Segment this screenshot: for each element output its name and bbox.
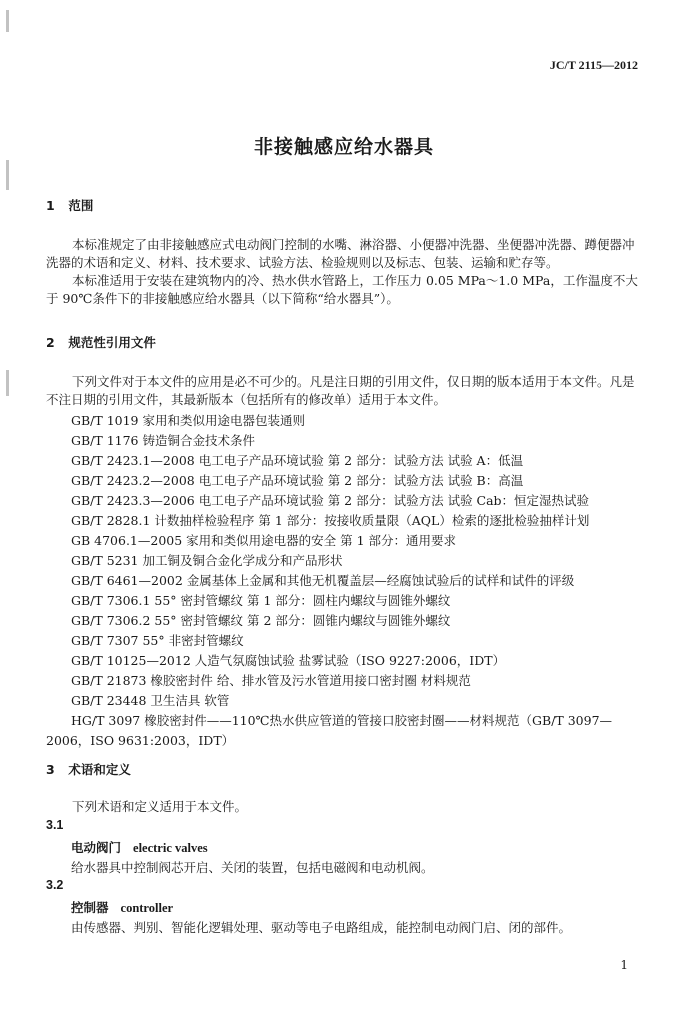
term-en: electric valves [133,841,208,855]
reference-item: GB 4706.1—2005 家用和类似用途电器的安全 第 1 部分：通用要求 [71,533,457,548]
section-number: 3 [46,762,55,777]
paragraph: 下列术语和定义适用于本文件。 [72,799,248,814]
reference-item: GB/T 2828.1 计数抽样检验程序 第 1 部分：按接收质量限（AQL）检索的逐批检验抽样计划 [71,513,590,528]
reference-item: GB/T 6461—2002 金属基体上金属和其他无机覆盖层—经腐蚀试验后的试样和试件的评级 [71,573,575,588]
term-en: controller [120,901,174,915]
document-title: 非接触感应给水器具 [253,136,434,158]
term-zh: 电动阀门 [71,840,122,855]
section-heading [46,760,131,778]
reference-item: HG/T 3097 橡胶密封件——110℃热水供应管道的管接口胶密封圈——材料规范（GB/T 3097— [71,713,613,728]
paragraph: 本标准适用于安装在建筑物内的冷、热水供水管路上，工作压力 0.05 MPa～1.0 MPa，工作温度不大于 90℃条件下的非接触感应给水器具（以下简称“给水器具”）。 [46,273,638,306]
standard-code: JC/T 2115—2012 [549,58,638,72]
reference-item: GB/T 2423.1—2008 电工电子产品环境试验 第 2 部分：试验方法 试验 A：低温 [71,453,524,468]
reference-item: GB/T 10125—2012 人造气氛腐蚀试验 盐雾试验（ISO 9227:2006，IDT） [71,653,506,668]
term-number: 3.2 [46,878,64,892]
section-title: 范围 [68,198,94,213]
reference-item: GB/T 21873 橡胶密封件 给、排水管及污水管道用接口密封圈 材料规范 [71,673,471,688]
term-title [71,898,173,916]
reference-item: GB/T 5231 加工铜及铜合金化学成分和产品形状 [71,553,343,568]
reference-item: GB/T 7306.1 55° 密封管螺纹 第 1 部分：圆柱内螺纹与圆锥外螺纹 [71,593,451,608]
term-definition: 由传感器、判别、智能化逻辑处理、驱动等电子电路组成，能控制电动阀门启、闭的部件。 [71,920,572,935]
section-title: 规范性引用文件 [68,335,156,350]
reference-item: GB/T 2423.2—2008 电工电子产品环境试验 第 2 部分：试验方法 试验 B：高温 [71,473,524,488]
section-number: 1 [46,198,55,213]
section-heading [46,333,156,351]
term-definition: 给水器具中控制阀芯开启、关闭的装置，包括电磁阀和电动机阀。 [71,860,434,875]
scan-artifact [6,370,9,396]
reference-item: GB/T 7307 55° 非密封管螺纹 [71,633,244,648]
term-number: 3.1 [46,818,64,832]
section-heading [46,196,93,214]
paragraph: 下列文件对于本文件的应用是必不可少的。凡是注日期的引用文件，仅日期的版本适用于本文件。凡是不注日期的引用文件，其最新版本（包括所有的修改单）适用于本文件。 [46,374,635,407]
paragraph: 本标准规定了由非接触感应式电动阀门控制的水嘴、淋浴器、小便器冲洗器、坐便器冲洗器、蹲便器冲洗器的术语和定义、材料、技术要求、试验方法、检验规则以及标志、包装、运输和贮存等。 [46,237,635,270]
reference-item: GB/T 7306.2 55° 密封管螺纹 第 2 部分：圆锥内螺纹与圆锥外螺纹 [71,613,451,628]
reference-item: GB/T 2423.3—2006 电工电子产品环境试验 第 2 部分：试验方法 试验 Cab：恒定湿热试验 [71,493,590,508]
term-zh: 控制器 [71,900,109,915]
reference-item: GB/T 23448 卫生洁具 软管 [71,693,230,708]
reference-item: GB/T 1019 家用和类似用途电器包装通则 [71,413,305,428]
reference-continuation: 2006，ISO 9631:2003，IDT） [46,733,235,748]
section-number: 2 [46,335,55,350]
term-title [71,838,208,856]
scan-artifact [6,10,9,32]
reference-item: GB/T 1176 铸造铜合金技术条件 [71,433,255,448]
page-number: 1 [620,958,628,972]
scan-artifact [6,160,9,190]
section-title: 术语和定义 [68,762,131,777]
